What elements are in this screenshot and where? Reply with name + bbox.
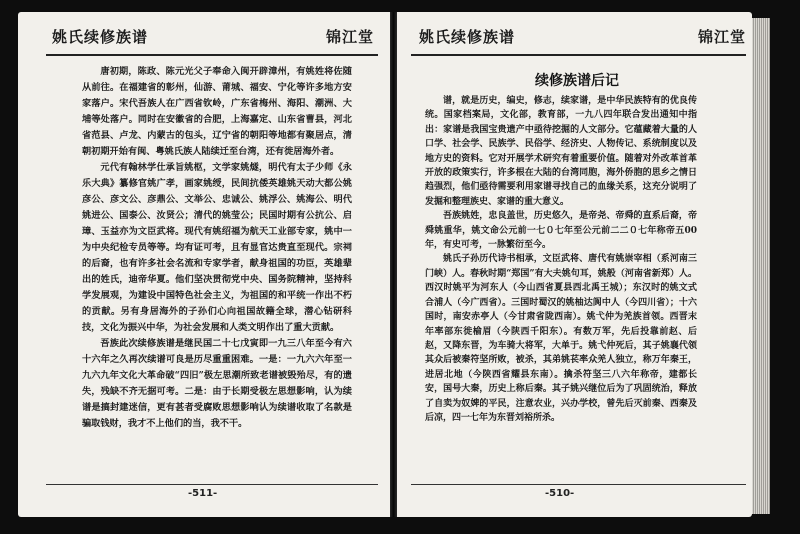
right-paragraph-1: 谱，就是历史，编史，修志，续家谱，是中华民族特有的优良传统。国家档案局，文化部，教育部，一九八四年联合发出通知中指出：家谱是我国宝贵遗产中亟待挖掘的人文部分。它蕴藏着大量的人口学、社会学、民族学、民俗学、经济史、人物传记、系统制度以及地方史的资料。它对开展学术研究有着重要价值。随着对外改革首革开放的政策实行，许多根在大陆的台湾同胞，海外侨胞的思乡之情日趋强烈，他们亟待需要利用家谱寻找自己的血缘关系，这充分说明了发掘和整理族史、家谱的重大意义。 xyxy=(425,96,697,207)
left-header-title: 姚氏续修族谱 xyxy=(52,28,149,46)
left-page-number: -511- xyxy=(188,488,218,499)
left-paragraph-3: 吾族此次续修族谱是继民国二十七戊寅即一九三八年至今有六十六年之久再次续谱可良是历尽重重困难。一是：一九六六年至一九六九年文化大革命破“四旧”极左思潮所致老谱被毁殆尽，有的遗失，残缺不齐无据可考。二是：由于长期受极左思想影响，认为续谱是搞封建迷信，更有甚者受腐败思想影响认为续谱收取了名款是骗取钱财，我才不上他们的当，我不干。 xyxy=(82,338,352,429)
left-paragraph-2: 元代有翰林学仕承旨姚枢，文学家姚燧，明代有太子少师《永乐大典》纂修官姚广孝，画家姚绶，民间抗倭英雄姚天动大都公姚彦公、彦文公、彦鼎公、文举公、忠诚公、姚浮公、姚海公、明代姚进公、国泰公、汝贤公；清代的姚莹公；民国时期有公抗公、启璋、玉益亦为文臣武将。现代有姚绍福为航天工业部专家，姚中一为中央纪检专员等等。均有证可考，且有显官达贵直至现代。宗祠的后裔，也有许多社会名流和专家学者，献身祖国的功臣，英雄辈出的姓氏，迪帝华夏。他们坚决贯彻党中央、国务院精神，坚持科学发展观，为建设中国特色社会主义，为祖国的和平统一作出不朽的贡献。另有身居海外的子孙们心向祖国故籍全球，潜心钻研科技，文化为振兴中华，为社会发展和人类文明作出了重大贡献。 xyxy=(82,162,352,333)
right-page-number: -510- xyxy=(545,488,575,499)
right-page xyxy=(397,12,752,517)
right-paragraph-2: 吾族姚姓，忠良盖世，历史悠久，是帝尧、帝舜的直系后裔，帝舜姚重华，姚文命公元前一七０七年至公元前二二０七年称帝五00年，有史可考，一脉繁衍至今。 xyxy=(425,211,697,251)
page-stack-edge xyxy=(752,18,770,514)
right-body xyxy=(425,94,697,425)
left-body xyxy=(82,64,352,432)
right-header-rule xyxy=(411,54,746,56)
right-header-title: 姚氏续修族谱 xyxy=(419,28,516,46)
left-paragraph-1: 唐初期，陈政、陈元光父子奉命入闽开辟漳州，有姚姓将佐随从前往。在福建省的彰州，仙游、莆城、福安、宁化等许多地方安家落户。宋代吾族人在广西省钦岭，广东省梅州、海阳、潮洲、大埔等处落户。同时在安徽省的合肥，上海嘉定、山东省曹县，河北省范县、卢龙、内蒙古的包头，辽宁省的朝阳等地都有聚居点，清朝初期开始有闽、粤姚氏族人陆续迁至台湾，还有徙居海外者。 xyxy=(82,66,352,157)
left-page xyxy=(18,12,390,517)
book-gutter xyxy=(390,12,397,517)
right-paragraph-3: 姚氏子孙历代诗书相承，文臣武将、唐代有姚崇宰相（系河南三门峡）人。春秋时期“郑国”有大夫姚句耳，姚般（河南省新郑）人。西汉时姚平为河东人（今山西省夏县西北禹王城）；东汉时的姚文式合浦人（今广西省）。三国时蜀汉的姚柚达阆中人（今四川省）；十六国时，南安赤亭人（今甘肃省陇西南）。姚弋仲为羌族首领。西晋末年率部东徙榆眉（今陕西千阳东）。有数万军，先后投靠前赵、后赵，又降东晋，为车骑大将军，大单于。姚弋仲死后，其子姚襄代领其众后被秦符坚所败，被杀，其弟姚苌率众羌人独立，称万年秦王，进居北地（今陕西省耀县东南）。擒杀符坚三八六年称帝，建都长安，国号大秦，历史上称后秦。其子姚兴继位后为了巩固统治，释放了自卖为奴婢的平民，注意农业，兴办学校，曾先后灭前秦、西秦及后凉，四一七年为东晋刘裕所杀。 xyxy=(425,254,697,423)
left-header-hall: 锦江堂 xyxy=(325,28,374,46)
left-header-rule xyxy=(46,54,378,56)
left-footer-rule xyxy=(46,484,378,485)
right-footer-rule xyxy=(411,484,746,485)
right-page-title: 续修族谱后记 xyxy=(535,73,619,89)
right-header-hall: 锦江堂 xyxy=(697,28,746,46)
